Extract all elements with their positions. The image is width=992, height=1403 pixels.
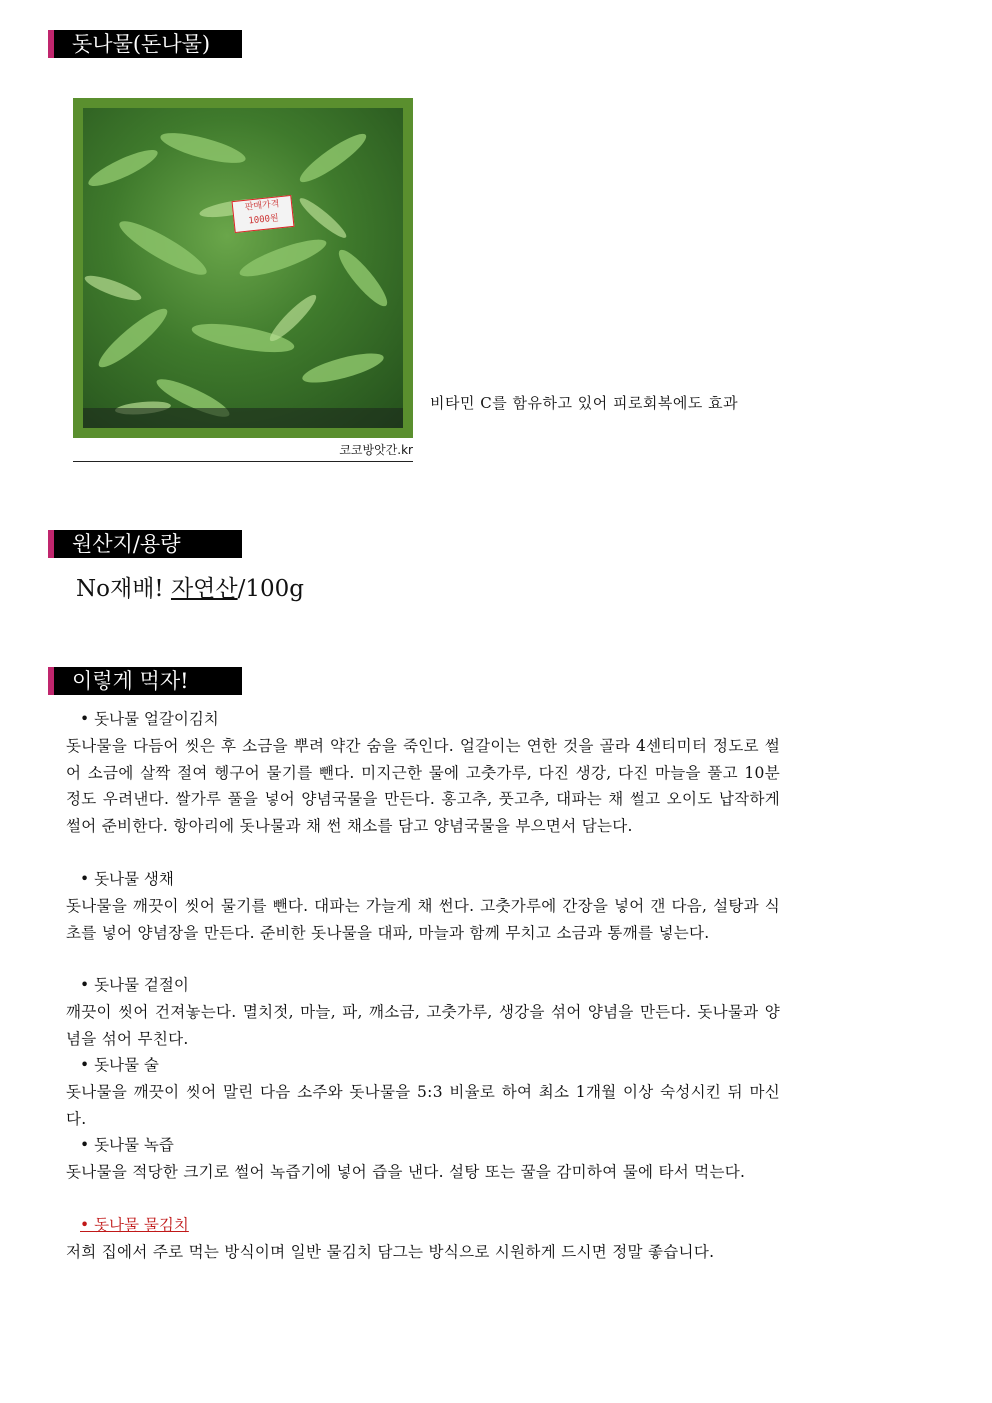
section-heading-origin: [48, 530, 242, 558]
price-tag-label: 판매가격: [244, 199, 280, 213]
heading-accent-bar: [48, 667, 54, 695]
product-photo: [83, 108, 403, 428]
recipe-body: 돗나물을 깨끗이 씻어 말린 다음 소주와 돗나물을 5:3 비율로 하여 최소 1개월 이상 숙성시킨 뒤 마신다.: [66, 1083, 780, 1128]
product-photo-frame: [73, 98, 413, 438]
photo-caption: 코코방앗간.kr: [73, 441, 413, 462]
recipe-body: 돗나물을 깨끗이 씻어 물기를 뺀다. 대파는 가늘게 채 썬다. 고춧가루에 간장을 넣어 갠 다음, 설탕과 식초를 넣어 양념장을 만든다. 준비한 돗나물을 대파, 마늘과 함께 무치고 소금과 통깨를 넣는다.: [66, 897, 780, 942]
heading-accent-bar: [48, 530, 54, 558]
heading-text: 이렇게 먹자!: [72, 669, 189, 693]
heading-text: 돗나물(돈나물): [72, 32, 211, 56]
section-heading-name: [48, 30, 242, 58]
recipe-body: 저희 집에서 주로 먹는 방식이며 일반 물김치 담그는 방식으로 시원하게 드시면 정말 좋습니다.: [66, 1243, 715, 1261]
recipe-title: • 돗나물 겉절이: [80, 976, 189, 994]
origin-volume-line: [76, 570, 304, 603]
recipe-title: • 돗나물 얼갈이김치: [80, 710, 219, 728]
recipe-title: • 돗나물 녹즙: [80, 1136, 174, 1154]
recipe-body: 돗나물을 적당한 크기로 썰어 녹즙기에 넣어 즙을 낸다. 설탕 또는 꿀을 감미하여 물에 타서 먹는다.: [66, 1163, 746, 1181]
heading-text: 원산지/용량: [72, 532, 181, 556]
heading-accent-bar: [48, 30, 54, 58]
origin-suffix: /100g: [237, 576, 304, 602]
recipe-title-highlighted: • 돗나물 물김치: [80, 1216, 189, 1234]
origin-natural: 자연산: [170, 576, 238, 602]
recipe-body: 깨끗이 씻어 건져놓는다. 멸치젓, 마늘, 파, 깨소금, 고춧가루, 생강을 섞어 양념을 만든다. 돗나물과 양념을 섞어 무친다.: [66, 1003, 780, 1048]
price-tag-value: 1000원: [248, 213, 280, 227]
section-heading-eat: [48, 667, 242, 695]
price-tag: [231, 195, 294, 233]
recipe-body: 돗나물을 다듬어 씻은 후 소금을 뿌려 약간 숨을 죽인다. 얼갈이는 연한 것을 골라 4센티미터 정도로 썰어 소금에 살짝 절여 헹구어 물기를 뺀다. 미지근한 물에 고춧가루, 다진 생강, 다진 마늘을 풀고 10분 정도 우려낸다. 쌀가루 풀을 넣어 양념국물을 만든다. 홍고추, 풋고추, 대파는 채 썰고 오이도 납작하게 썰어 준비한다. 항아리에 돗나물과 채 썬 채소를 담고 양념국물을 부으면서 담는다.: [66, 737, 780, 835]
leaves-illustration: [83, 108, 403, 428]
recipe-title: • 돗나물 술: [80, 1056, 159, 1074]
origin-prefix: No재배!: [76, 576, 171, 602]
vitamin-note: 비타민 C를 함유하고 있어 피로회복에도 효과: [430, 394, 739, 412]
recipe-title: • 돗나물 생채: [80, 870, 174, 888]
